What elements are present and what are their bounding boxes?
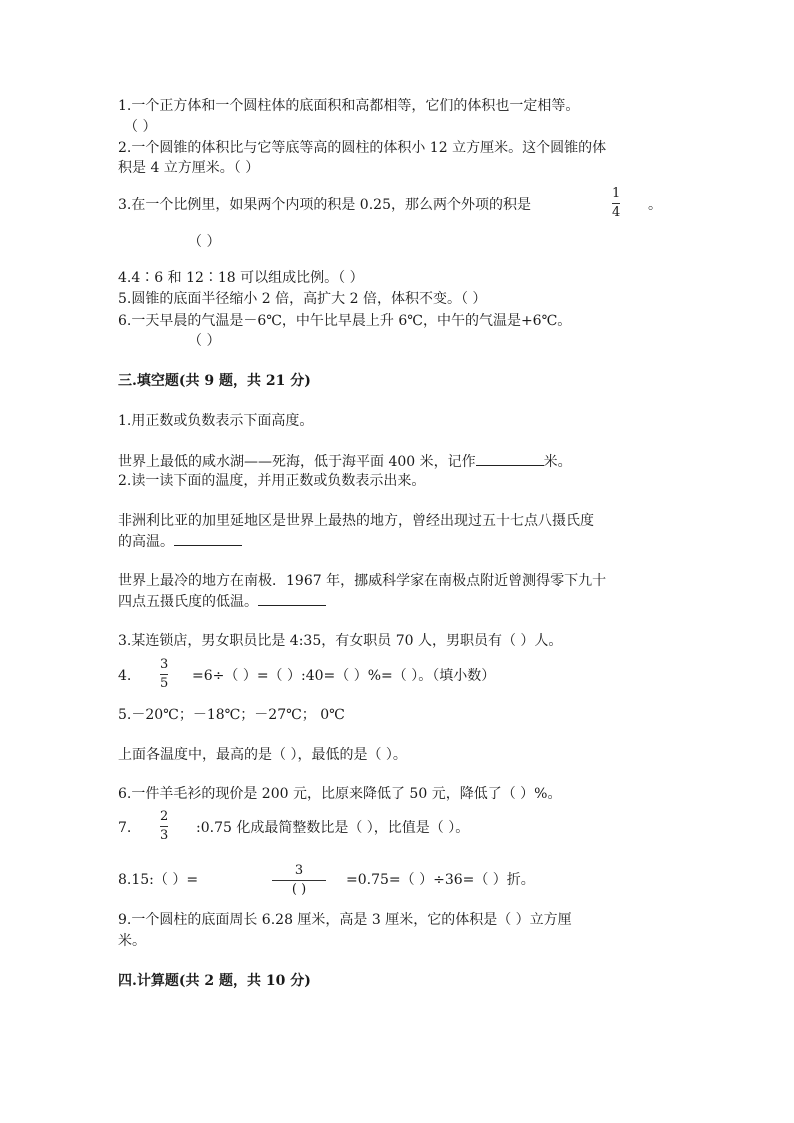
fill-q4-text: =6÷（ ）=（ ）:40=（ ）%=（ ）。（填小数） — [192, 668, 496, 684]
answer-blank[interactable] — [258, 591, 326, 606]
fill-q5-line2: 上面各温度中，最高的是（ ），最低的是（ ）。 — [118, 747, 407, 763]
fill-q2-line2: 非洲利比亚的加里延地区是世界上最热的地方，曾经出现过五十七点八摄氏度 — [118, 513, 594, 529]
fill-q8-fraction — [272, 864, 326, 897]
fill-q7-text: :0.75 化成最简整数比是（ ），比值是（ ）。 — [196, 820, 470, 836]
fraction-numerator: 1 — [612, 186, 621, 201]
fill-q2-line5 — [118, 591, 326, 612]
fraction-bar — [272, 880, 326, 881]
fill-q1-line1: 1.用正数或负数表示下面高度。 — [118, 413, 314, 429]
fill-q1-unit: 米。 — [543, 454, 572, 470]
fill-q8-text: =0.75=（ ）÷36=（ ）折。 — [346, 872, 535, 888]
section-title-fill-blank: 三.填空题(共 9 题，共 21 分) — [118, 373, 311, 389]
fill-q1-text: 世界上最低的咸水湖——死海，低于海平面 400 米，记作 — [118, 454, 476, 470]
judge-q5: 5.圆锥的底面半径缩小 2 倍，高扩大 2 倍，体积不变。（ ） — [118, 291, 487, 307]
judge-q4: 4.4∶6 和 12∶18 可以组成比例。（ ） — [118, 270, 364, 286]
fill-q2-line1: 2.读一读下面的温度，并用正数或负数表示出来。 — [118, 473, 426, 489]
fill-q3: 3.某连锁店，男女职员比是 4:35，有女职员 70 人，男职员有（ ）人。 — [118, 633, 563, 649]
fill-q4-fraction — [160, 658, 168, 691]
judge-q3-answer: （ ） — [188, 234, 221, 250]
fraction-denominator: 5 — [160, 676, 169, 691]
fill-q9-line2: 米。 — [118, 933, 146, 949]
fraction-bar — [612, 203, 620, 204]
fill-q2-text: 的高温。 — [118, 534, 174, 550]
fill-q7-number: 7. — [118, 820, 132, 836]
fill-q9-line1: 9.一个圆柱的底面周长 6.28 厘米，高是 3 厘米，它的体积是（ ）立方厘 — [118, 912, 572, 928]
fraction-numerator: 3 — [160, 657, 169, 672]
answer-blank[interactable] — [174, 531, 242, 546]
fill-q6: 6.一件羊毛衫的现价是 200 元，比原来降低了 50 元，降低了（ ）%。 — [118, 786, 562, 802]
fill-q4-number: 4. — [118, 668, 132, 684]
fill-q5-line1: 5.－20℃；－18℃；－27℃； 0℃ — [118, 707, 345, 723]
fill-q7-fraction — [160, 810, 168, 843]
judge-q1-answer: （ ） — [124, 119, 157, 135]
judge-q1-line1: 1.一个正方体和一个圆柱体的底面积和高都相等，它们的体积也一定相等。 — [118, 98, 580, 114]
fill-q2-text2: 四点五摄氏度的低温。 — [118, 594, 258, 610]
answer-blank[interactable] — [476, 451, 544, 466]
judge-q2-line1: 2.一个圆锥的体积比与它等底等高的圆柱的体积小 12 立方厘米。这个圆锥的体 — [118, 140, 607, 156]
fraction-numerator: 3 — [294, 863, 304, 878]
judge-q3-line1: 3.在一个比例里，如果两个内项的积是 0.25，那么两个外项的积是 — [118, 197, 531, 213]
section-title-calculation: 四.计算题(共 2 题，共 10 分) — [118, 973, 311, 989]
fraction-numerator: 2 — [160, 809, 169, 824]
fill-q2-line4: 世界上最冷的地方在南极．1967 年，挪威科学家在南极点附近曾测得零下九十 — [118, 573, 607, 589]
fraction-bar — [160, 826, 168, 827]
judge-q2-line2: 积是 4 立方厘米。（ ） — [118, 160, 260, 176]
fill-q1-line2 — [118, 451, 572, 472]
fill-q8-prefix: 8.15:（ ）= — [118, 872, 199, 888]
judge-q6-answer: （ ） — [188, 333, 221, 349]
fraction-denominator: ( ) — [291, 882, 307, 897]
fraction-bar — [160, 674, 168, 675]
judge-q3-fraction — [612, 187, 620, 220]
fill-q2-line3 — [118, 531, 242, 552]
fraction-denominator: 3 — [160, 828, 169, 843]
judge-q3-period: 。 — [648, 197, 662, 213]
judge-q6-line1: 6.一天早晨的气温是－6℃，中午比早晨上升 6℃，中午的气温是+6℃。 — [118, 313, 572, 329]
fraction-denominator: 4 — [612, 205, 621, 220]
